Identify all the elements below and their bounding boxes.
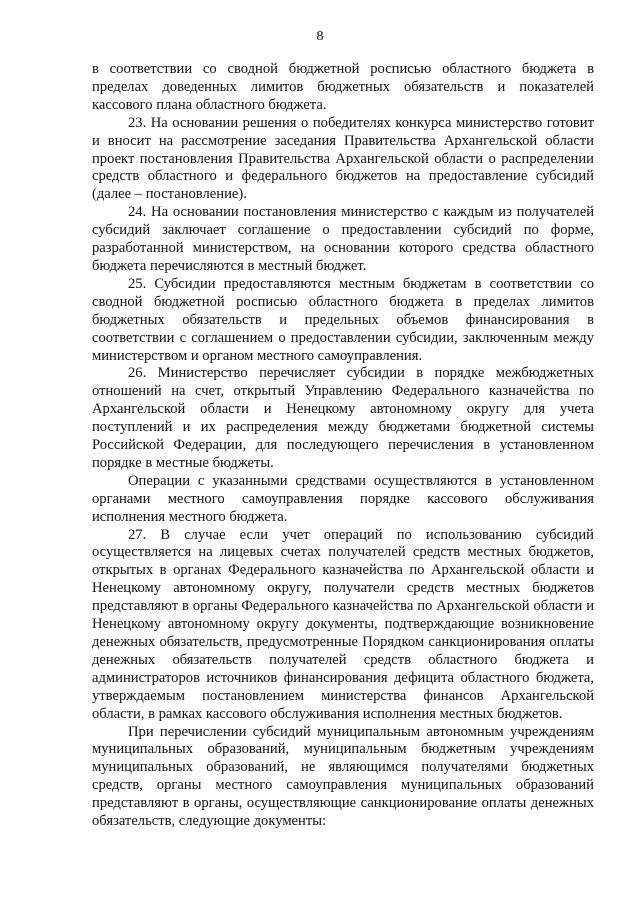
page-number: 8	[316, 29, 324, 44]
paragraph-operations: Операции с указанными средствами осуществляются в установленном органами местного самоуправления порядке кассового обслуживания исполнения местного бюджета.	[92, 472, 594, 525]
paragraph-item-23: 23. На основании решения о победителях конкурса министерство готовит и вносит на рассмотрение заседания Правительства Архангельской области проект постановления Правительства Архангельской области о распределении средств областного и федерального бюджетов на предоставление субсидий (далее – постановление).	[92, 114, 594, 203]
paragraph-item-25: 25. Субсидии предоставляются местным бюджетам в соответствии со сводной бюджетной росписью областного бюджета в пределах лимитов бюджетных обязательств и предельных объемов финансирования в соответствии с соглашением о предоставлении субсидии, заключенным между министерством и органом местного самоуправления.	[92, 275, 594, 364]
paragraph-continuation: в соответствии со сводной бюджетной росписью областного бюджета в пределах доведенных лимитов бюджетных обязательств и показателей кассового плана областного бюджета.	[92, 61, 594, 113]
paragraph-item-27: 27. В случае если учет операций по использованию субсидий осуществляется на лицевых счетах получателей средств местных бюджетов, открытых в органах Федерального казначейства по Архангельской области и Ненецкому автономному округу, получатели средств местных бюджетов представляют в органы Федерального казначейства по Архангельской области и Ненецкому автономному округу документы, подтверждающие возникновение денежных обязательств, предусмотренные Порядком санкционирования оплаты денежных обязательств получателей средств областного бюджета и администраторов источников финансирования дефицита областного бюджета, утверждаемым постановлением министерства финансов Архангельской области, в рамках кассового обслуживания исполнения местных бюджетов.	[92, 526, 594, 722]
paragraph-transfer-subsidies: При перечислении субсидий муниципальным автономным учреждениям муниципальных образований, муниципальным бюджетным учреждениям муниципальных образований, не являющимся получателями бюджетных средств, органы местного самоуправления муниципальных образований представляют в органы, осуществляющие санкционирование оплаты денежных обязательств, следующие документы:	[92, 723, 594, 830]
paragraph-item-26: 26. Министерство перечисляет субсидии в порядке межбюджетных отношений на счет, открытый Управлению Федерального казначейства по Архангельской области и Ненецкому автономному округу для учета поступлений и их распределения между бюджетами бюджетной системы Российской Федерации, для последующего перечисления в установленном порядке в местные бюджеты.	[92, 365, 594, 471]
document-body	[92, 61, 594, 831]
paragraph-item-24: 24. На основании постановления министерство с каждым из получателей субсидий заключает соглашение о предоставлении субсидий по форме, разработанной министерством, на основании которого средства областного бюджета перечисляются в местный бюджет.	[92, 204, 594, 274]
